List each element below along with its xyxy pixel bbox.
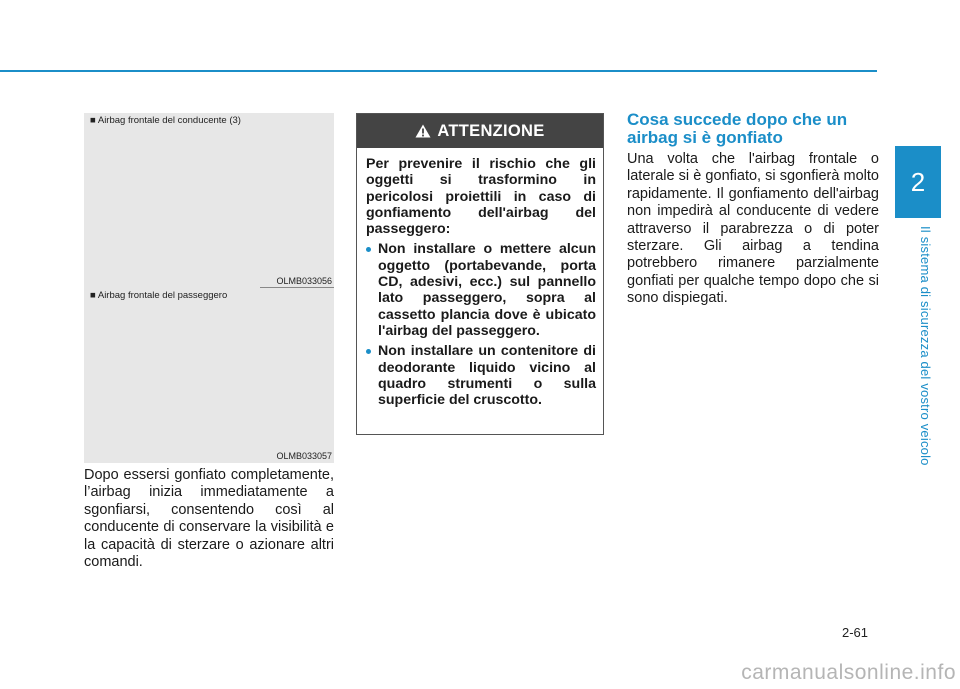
warning-list-item — [366, 343, 596, 408]
figure-code: OLMB033057 — [276, 451, 332, 461]
bullet-icon — [366, 247, 371, 252]
left-paragraph: Dopo essersi gonfiato completamente, l’airbag inizia immediatamente a sgonfiarsi, consentendo così al conducente di conservare la visibilità e la capacità di sterzare o azionare altri comandi. — [84, 467, 334, 571]
warning-item-text: Non installare un contenitore di deodorante liquido vicino al quadro strumenti o sulla superficie del cruscotto. — [378, 343, 596, 409]
chapter-number-tab: 2 — [895, 146, 941, 218]
warning-body — [357, 148, 603, 408]
chapter-title: Il sistema di sicurezza del vostro veicolo — [918, 226, 933, 466]
warning-box — [356, 113, 604, 435]
warning-intro: Per prevenire il rischio che gli oggetti si trasformino in pericolosi proiettili in caso di gonfiamento dell'airbag del passeggero: — [366, 156, 596, 238]
figure-passenger-airbag — [84, 288, 334, 463]
figure-caption: ■ Airbag frontale del conducente (3) — [90, 115, 241, 126]
figure-caption: ■ Airbag frontale del passeggero — [90, 290, 228, 301]
warning-list-item — [366, 241, 596, 339]
figure-driver-airbag — [84, 113, 334, 288]
bullet-icon — [366, 349, 371, 354]
watermark: carmanualsonline.info — [741, 661, 956, 684]
figure-code: OLMB033056 — [276, 276, 332, 286]
warning-triangle-icon — [415, 124, 431, 138]
top-rule — [0, 70, 877, 72]
section-body: Una volta che l'airbag frontale o laterale si è gonfiato, si sgonfierà molto rapidamente. Il gonfiamento dell'airbag non impedirà al conducente di vedere attraverso il parabrezza o di poter sterzare. Gli airbag a tendina potrebbero rimanere parzialmente gonfiati per qualche tempo dopo che si sono dispiegati. — [627, 151, 879, 307]
warning-title: ATTENZIONE — [437, 121, 545, 140]
warning-header — [357, 114, 603, 148]
section-title: Cosa succede dopo che un airbag si è gonfiato — [627, 110, 848, 147]
warning-item-text: Non installare o mettere alcun oggetto (portabevande, porta CD, adesivi, ecc.) sul pannello lato passeggero, sopra al cassetto plancia dove è ubicato l'airbag del passeggero. — [378, 241, 596, 339]
page-number: 2-61 — [842, 625, 869, 640]
warning-list — [366, 241, 596, 408]
